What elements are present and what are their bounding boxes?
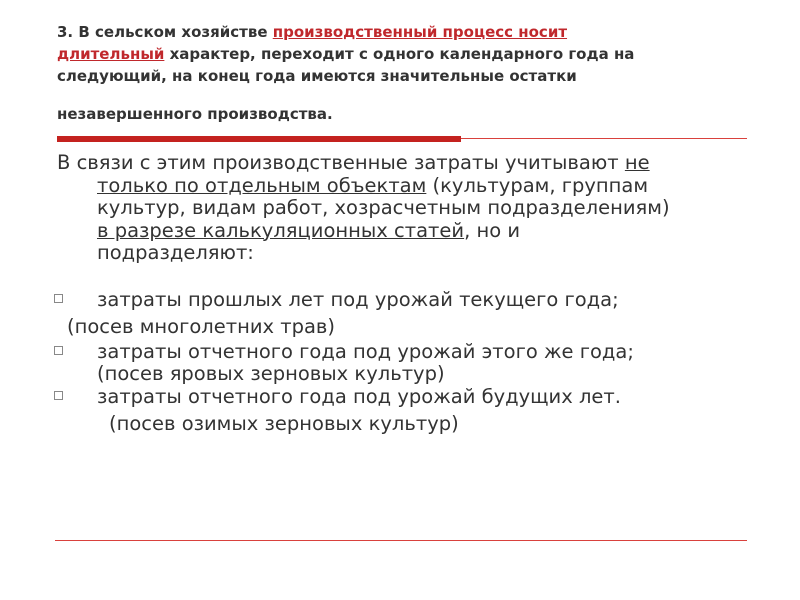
intro-line3: культур, видам работ, хозрасчетным подразделениям) (97, 196, 670, 219)
square-bullet-icon (54, 294, 63, 303)
square-bullet-icon (54, 391, 63, 400)
title-line2-rest: характер, переходит с одного календарного года на (164, 45, 635, 63)
list-item (57, 341, 757, 386)
bullet-note: (посев многолетних трав) (67, 315, 336, 338)
list-item (57, 289, 757, 312)
intro-underline-3: в разрезе калькуляционных статей (97, 218, 465, 242)
bullet-text: затраты отчетного года под урожай этого же года; (97, 339, 634, 363)
bullet-note: (посев яровых зерновых культур) (97, 362, 445, 385)
square-bullet-icon (54, 346, 63, 355)
title-prefix: 3. В сельском хозяйстве (57, 23, 273, 41)
intro-underline-1: не (624, 151, 650, 174)
title-highlight-1: производственный процесс носит (272, 23, 568, 41)
bullet-text: затраты отчетного года под урожай будущих лет. (97, 384, 621, 408)
intro-line5: подразделяют: (97, 241, 254, 264)
bullet-note: (посев озимых зерновых культур) (109, 412, 459, 435)
title-line4: незавершенного производства. (57, 105, 333, 123)
intro-underline-2: только по отдельным объектам (97, 173, 427, 197)
intro-line1: В связи с этим производственные затраты учитывают (57, 151, 625, 174)
intro-paragraph (57, 152, 757, 265)
intro-line2-rest: (культурам, группам (426, 173, 649, 197)
intro-line4-rest: , но и (464, 218, 521, 242)
bullet-text: затраты прошлых лет под урожай текущего года; (97, 287, 619, 311)
list-item (57, 386, 757, 409)
title-underline-thin (461, 138, 747, 139)
footer-divider (55, 540, 747, 541)
title-line3: следующий, на конец года имеются значительные остатки (57, 67, 577, 85)
title-highlight-2: длительный (57, 45, 165, 63)
title-underline-thick (57, 136, 461, 142)
slide-title (57, 21, 747, 125)
slide-body (57, 152, 757, 436)
